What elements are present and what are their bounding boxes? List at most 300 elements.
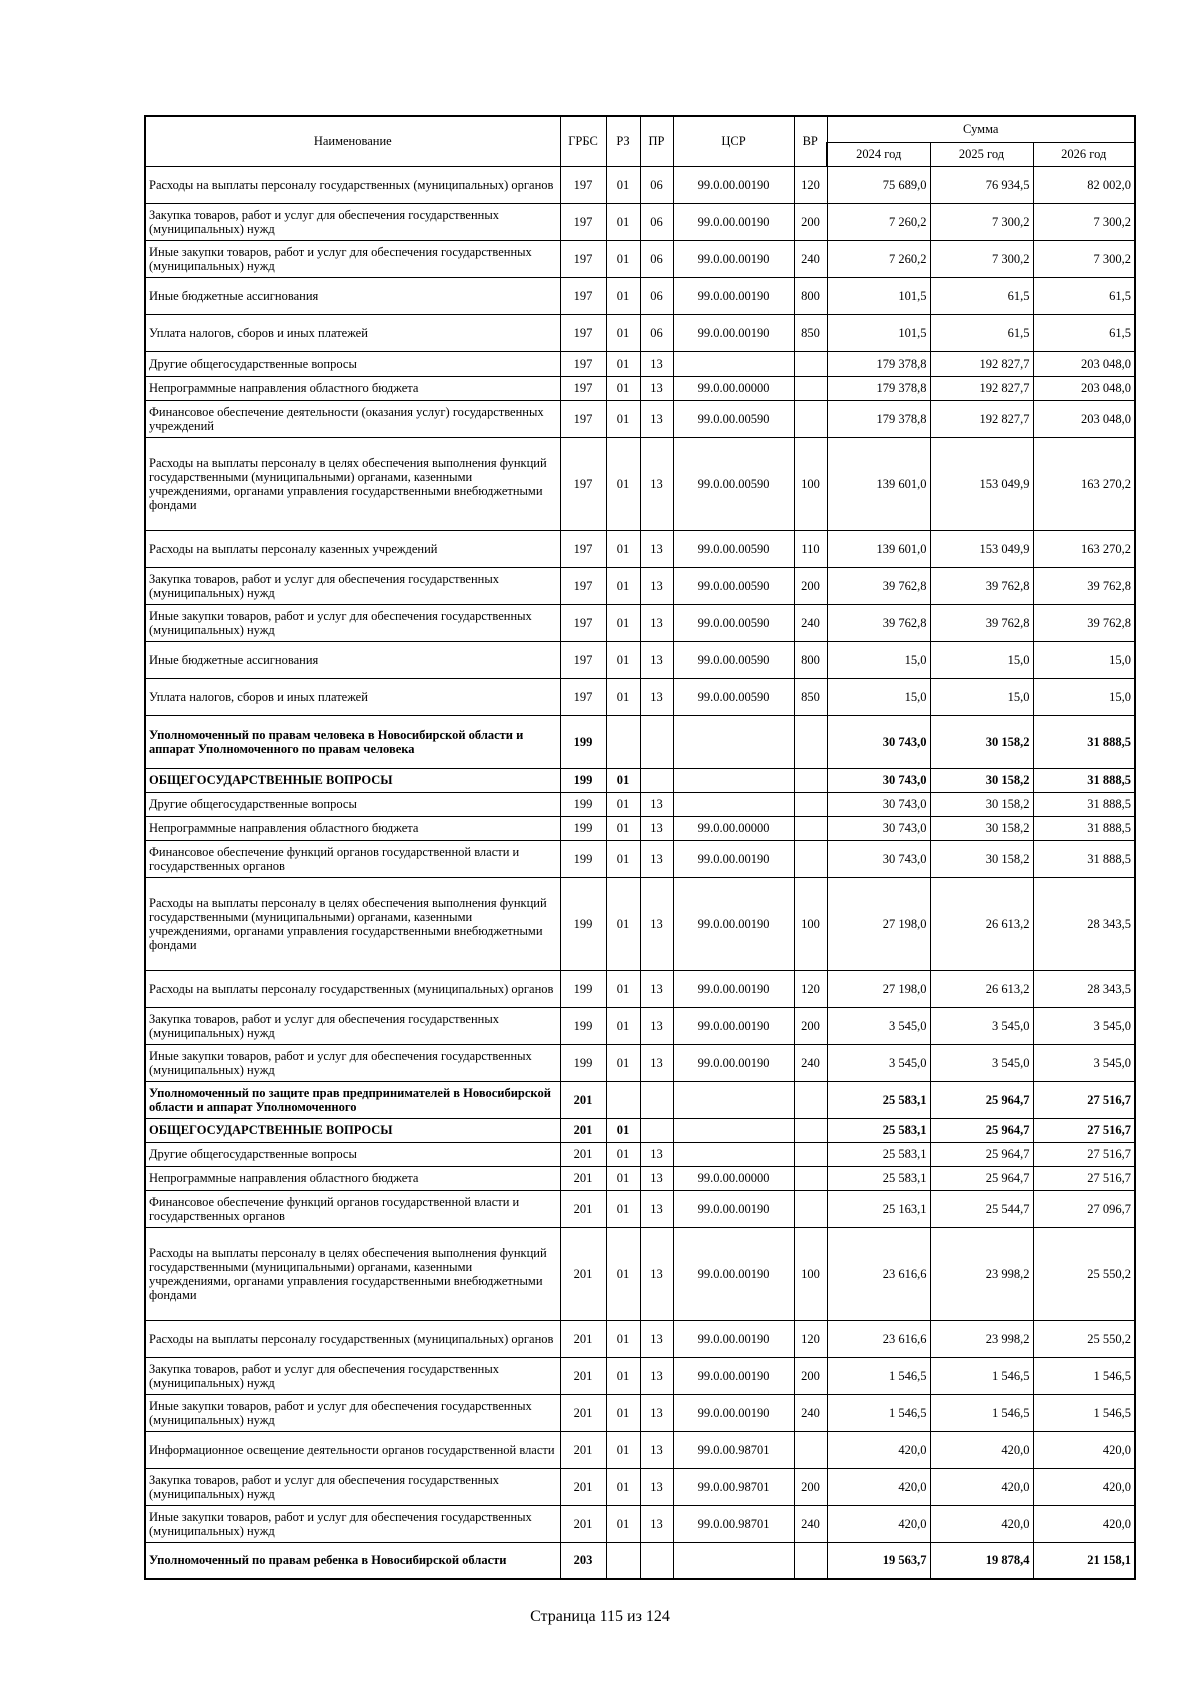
cell-name: Закупка товаров, работ и услуг для обеспечения государственных (муниципальных) нужд: [145, 1468, 560, 1505]
cell-2024: 139 601,0: [827, 530, 930, 567]
cell-grbs: 201: [560, 1320, 606, 1357]
cell-2024: 15,0: [827, 678, 930, 715]
cell-rz: 01: [606, 530, 640, 567]
cell-rz: 01: [606, 1431, 640, 1468]
cell-rz: 01: [606, 840, 640, 877]
cell-rz: 01: [606, 437, 640, 530]
cell-rz: 01: [606, 351, 640, 376]
cell-grbs: 197: [560, 437, 606, 530]
cell-csr: [673, 1142, 794, 1166]
cell-2026: 203 048,0: [1033, 376, 1135, 400]
cell-rz: 01: [606, 314, 640, 351]
cell-csr: 99.0.00.00000: [673, 816, 794, 840]
cell-name: Закупка товаров, работ и услуг для обеспечения государственных (муниципальных) нужд: [145, 203, 560, 240]
header-2026: 2026 год: [1033, 142, 1135, 166]
cell-pr: 13: [640, 641, 673, 678]
cell-2026: 31 888,5: [1033, 768, 1135, 792]
cell-2024: 139 601,0: [827, 437, 930, 530]
cell-csr: 99.0.00.00590: [673, 678, 794, 715]
cell-csr: 99.0.00.00190: [673, 877, 794, 970]
cell-2024: 39 762,8: [827, 604, 930, 641]
table-row: [145, 768, 1135, 792]
cell-grbs: 201: [560, 1142, 606, 1166]
cell-2025: 25 964,7: [930, 1166, 1033, 1190]
cell-csr: 99.0.00.00190: [673, 203, 794, 240]
page-number: Страница 115 из 124: [530, 1608, 670, 1625]
table-row: [145, 240, 1135, 277]
cell-name: Другие общегосударственные вопросы: [145, 1142, 560, 1166]
cell-2025: 61,5: [930, 277, 1033, 314]
cell-2026: 1 546,5: [1033, 1394, 1135, 1431]
cell-pr: 13: [640, 1190, 673, 1227]
cell-pr: 13: [640, 1142, 673, 1166]
cell-2024: 25 583,1: [827, 1118, 930, 1142]
table-row: [145, 1044, 1135, 1081]
cell-2025: 15,0: [930, 678, 1033, 715]
cell-2026: 1 546,5: [1033, 1357, 1135, 1394]
cell-rz: [606, 715, 640, 768]
cell-2024: 25 583,1: [827, 1081, 930, 1118]
cell-2026: 7 300,2: [1033, 240, 1135, 277]
cell-vr: [794, 1081, 827, 1118]
cell-name: Расходы на выплаты персоналу в целях обеспечения выполнения функций государственными (муниципальными) органами, казенными учреждениями, органами управления государственными внебюджетными фондами: [145, 437, 560, 530]
header-rz: РЗ: [606, 116, 640, 166]
cell-pr: 13: [640, 678, 673, 715]
cell-csr: 99.0.00.00590: [673, 604, 794, 641]
cell-rz: 01: [606, 1142, 640, 1166]
cell-2024: 3 545,0: [827, 1044, 930, 1081]
cell-2025: 23 998,2: [930, 1227, 1033, 1320]
cell-grbs: 201: [560, 1394, 606, 1431]
cell-grbs: 199: [560, 792, 606, 816]
table-row: [145, 970, 1135, 1007]
cell-csr: [673, 1081, 794, 1118]
cell-grbs: 201: [560, 1468, 606, 1505]
cell-name: Расходы на выплаты персоналу государственных (муниципальных) органов: [145, 970, 560, 1007]
cell-pr: 06: [640, 314, 673, 351]
cell-pr: 13: [640, 877, 673, 970]
table-row: [145, 203, 1135, 240]
cell-2026: 31 888,5: [1033, 715, 1135, 768]
cell-2025: 30 158,2: [930, 840, 1033, 877]
cell-2026: 27 516,7: [1033, 1142, 1135, 1166]
cell-2024: 101,5: [827, 314, 930, 351]
table-row: [145, 1142, 1135, 1166]
cell-2026: 31 888,5: [1033, 816, 1135, 840]
cell-2024: 420,0: [827, 1505, 930, 1542]
table-row: [145, 1166, 1135, 1190]
cell-2026: 39 762,8: [1033, 604, 1135, 641]
cell-grbs: 197: [560, 240, 606, 277]
cell-name: Уплата налогов, сборов и иных платежей: [145, 678, 560, 715]
cell-csr: 99.0.00.00000: [673, 376, 794, 400]
cell-2025: 1 546,5: [930, 1357, 1033, 1394]
cell-csr: 99.0.00.00190: [673, 1007, 794, 1044]
cell-name: Финансовое обеспечение деятельности (оказания услуг) государственных учреждений: [145, 400, 560, 437]
cell-pr: 13: [640, 1227, 673, 1320]
cell-grbs: 197: [560, 166, 606, 203]
cell-2024: 23 616,6: [827, 1227, 930, 1320]
cell-2024: 25 163,1: [827, 1190, 930, 1227]
cell-csr: 99.0.00.00190: [673, 1227, 794, 1320]
cell-name: Непрограммные направления областного бюджета: [145, 816, 560, 840]
cell-2024: 420,0: [827, 1468, 930, 1505]
cell-2024: 30 743,0: [827, 768, 930, 792]
cell-pr: 13: [640, 1320, 673, 1357]
cell-vr: 200: [794, 203, 827, 240]
cell-pr: 13: [640, 1166, 673, 1190]
cell-csr: [673, 1542, 794, 1579]
cell-2025: 420,0: [930, 1505, 1033, 1542]
cell-pr: 13: [640, 376, 673, 400]
cell-grbs: 197: [560, 376, 606, 400]
cell-grbs: 197: [560, 203, 606, 240]
cell-name: Расходы на выплаты персоналу казенных учреждений: [145, 530, 560, 567]
cell-name: Уполномоченный по правам человека в Новосибирской области и аппарат Уполномоченного по правам человека: [145, 715, 560, 768]
cell-vr: 100: [794, 437, 827, 530]
cell-name: Закупка товаров, работ и услуг для обеспечения государственных (муниципальных) нужд: [145, 567, 560, 604]
cell-pr: 06: [640, 166, 673, 203]
table-row: [145, 1227, 1135, 1320]
table-row: [145, 840, 1135, 877]
cell-rz: 01: [606, 1007, 640, 1044]
cell-name: Расходы на выплаты персоналу государственных (муниципальных) органов: [145, 166, 560, 203]
cell-2025: 39 762,8: [930, 567, 1033, 604]
cell-vr: 850: [794, 678, 827, 715]
cell-vr: 200: [794, 567, 827, 604]
table-row: [145, 877, 1135, 970]
cell-grbs: 201: [560, 1431, 606, 1468]
cell-grbs: 197: [560, 314, 606, 351]
cell-grbs: 201: [560, 1166, 606, 1190]
cell-rz: 01: [606, 1394, 640, 1431]
cell-2026: 15,0: [1033, 678, 1135, 715]
cell-pr: [640, 1118, 673, 1142]
cell-name: Иные закупки товаров, работ и услуг для обеспечения государственных (муниципальных) нужд: [145, 1505, 560, 1542]
cell-rz: 01: [606, 1320, 640, 1357]
cell-2025: 39 762,8: [930, 604, 1033, 641]
cell-vr: 100: [794, 877, 827, 970]
cell-2026: 61,5: [1033, 277, 1135, 314]
cell-2025: 153 049,9: [930, 437, 1033, 530]
table-row: [145, 1007, 1135, 1044]
cell-pr: 06: [640, 277, 673, 314]
cell-name: Иные закупки товаров, работ и услуг для обеспечения государственных (муниципальных) нужд: [145, 604, 560, 641]
cell-rz: 01: [606, 678, 640, 715]
cell-name: Уполномоченный по защите прав предпринимателей в Новосибирской области и аппарат Уполномоченного: [145, 1081, 560, 1118]
cell-2025: 23 998,2: [930, 1320, 1033, 1357]
cell-2026: 27 516,7: [1033, 1166, 1135, 1190]
cell-2026: 28 343,5: [1033, 970, 1135, 1007]
cell-2025: 7 300,2: [930, 203, 1033, 240]
table-row: [145, 1394, 1135, 1431]
cell-2024: 179 378,8: [827, 400, 930, 437]
cell-2025: 1 546,5: [930, 1394, 1033, 1431]
cell-name: Закупка товаров, работ и услуг для обеспечения государственных (муниципальных) нужд: [145, 1357, 560, 1394]
cell-2025: 30 158,2: [930, 715, 1033, 768]
cell-2025: 30 158,2: [930, 792, 1033, 816]
cell-2026: 163 270,2: [1033, 437, 1135, 530]
cell-pr: 13: [640, 530, 673, 567]
cell-csr: 99.0.00.98701: [673, 1431, 794, 1468]
cell-vr: 200: [794, 1468, 827, 1505]
header-name: Наименование: [145, 116, 560, 166]
cell-2026: 28 343,5: [1033, 877, 1135, 970]
cell-grbs: 199: [560, 840, 606, 877]
header-pr: ПР: [640, 116, 673, 166]
cell-name: Финансовое обеспечение функций органов государственной власти и государственных органов: [145, 840, 560, 877]
cell-2024: 420,0: [827, 1431, 930, 1468]
cell-2026: 15,0: [1033, 641, 1135, 678]
cell-vr: 100: [794, 1227, 827, 1320]
cell-csr: [673, 1118, 794, 1142]
cell-pr: 13: [640, 1044, 673, 1081]
cell-csr: 99.0.00.00190: [673, 314, 794, 351]
cell-csr: 99.0.00.00190: [673, 1044, 794, 1081]
cell-csr: 99.0.00.00190: [673, 277, 794, 314]
cell-2025: 30 158,2: [930, 816, 1033, 840]
cell-vr: 120: [794, 166, 827, 203]
cell-name: Непрограммные направления областного бюджета: [145, 1166, 560, 1190]
cell-2025: 19 878,4: [930, 1542, 1033, 1579]
cell-rz: 01: [606, 970, 640, 1007]
cell-rz: 01: [606, 1468, 640, 1505]
table-row: [145, 1468, 1135, 1505]
cell-pr: [640, 715, 673, 768]
header-sum: Сумма: [827, 116, 1135, 142]
cell-2026: 27 516,7: [1033, 1081, 1135, 1118]
cell-2025: 30 158,2: [930, 768, 1033, 792]
cell-name: Иные закупки товаров, работ и услуг для обеспечения государственных (муниципальных) нужд: [145, 1044, 560, 1081]
cell-2024: 75 689,0: [827, 166, 930, 203]
cell-2024: 19 563,7: [827, 1542, 930, 1579]
cell-2025: 192 827,7: [930, 376, 1033, 400]
cell-csr: [673, 792, 794, 816]
cell-2025: 3 545,0: [930, 1044, 1033, 1081]
header-vr: ВР: [794, 116, 827, 166]
cell-rz: 01: [606, 277, 640, 314]
cell-vr: [794, 1190, 827, 1227]
table-row: [145, 1190, 1135, 1227]
table-row: [145, 567, 1135, 604]
cell-vr: [794, 715, 827, 768]
cell-grbs: 201: [560, 1505, 606, 1542]
cell-grbs: 201: [560, 1081, 606, 1118]
cell-csr: 99.0.00.98701: [673, 1468, 794, 1505]
cell-name: Уплата налогов, сборов и иных платежей: [145, 314, 560, 351]
cell-2025: 3 545,0: [930, 1007, 1033, 1044]
cell-2026: 21 158,1: [1033, 1542, 1135, 1579]
cell-csr: 99.0.00.98701: [673, 1505, 794, 1542]
cell-csr: 99.0.00.00590: [673, 641, 794, 678]
cell-grbs: 197: [560, 604, 606, 641]
cell-csr: 99.0.00.00190: [673, 1394, 794, 1431]
cell-vr: [794, 1142, 827, 1166]
cell-2024: 7 260,2: [827, 240, 930, 277]
table-row: [145, 1431, 1135, 1468]
cell-2024: 3 545,0: [827, 1007, 930, 1044]
table-row: [145, 437, 1135, 530]
table-row: [145, 400, 1135, 437]
cell-vr: 800: [794, 277, 827, 314]
cell-2024: 101,5: [827, 277, 930, 314]
cell-vr: 240: [794, 1394, 827, 1431]
cell-2024: 30 743,0: [827, 792, 930, 816]
cell-grbs: 199: [560, 816, 606, 840]
cell-2024: 7 260,2: [827, 203, 930, 240]
cell-vr: [794, 840, 827, 877]
cell-2025: 420,0: [930, 1431, 1033, 1468]
cell-csr: 99.0.00.00000: [673, 1166, 794, 1190]
table-row: [145, 1357, 1135, 1394]
cell-name: Иные закупки товаров, работ и услуг для обеспечения государственных (муниципальных) нужд: [145, 240, 560, 277]
cell-name: Иные закупки товаров, работ и услуг для обеспечения государственных (муниципальных) нужд: [145, 1394, 560, 1431]
cell-csr: [673, 351, 794, 376]
cell-2026: 31 888,5: [1033, 792, 1135, 816]
cell-rz: 01: [606, 166, 640, 203]
table-header: [145, 116, 1135, 166]
cell-grbs: 199: [560, 1044, 606, 1081]
cell-csr: 99.0.00.00190: [673, 1190, 794, 1227]
cell-grbs: 201: [560, 1227, 606, 1320]
cell-rz: [606, 1081, 640, 1118]
cell-2026: 82 002,0: [1033, 166, 1135, 203]
cell-vr: 240: [794, 604, 827, 641]
cell-rz: 01: [606, 1118, 640, 1142]
cell-pr: 13: [640, 1007, 673, 1044]
cell-name: ОБЩЕГОСУДАРСТВЕННЫЕ ВОПРОСЫ: [145, 1118, 560, 1142]
cell-rz: 01: [606, 768, 640, 792]
cell-rz: 01: [606, 1505, 640, 1542]
cell-pr: 13: [640, 437, 673, 530]
cell-pr: [640, 1081, 673, 1118]
table-row: [145, 715, 1135, 768]
cell-csr: [673, 715, 794, 768]
cell-vr: 240: [794, 240, 827, 277]
cell-grbs: 197: [560, 678, 606, 715]
cell-pr: 13: [640, 1431, 673, 1468]
cell-2024: 39 762,8: [827, 567, 930, 604]
cell-pr: 13: [640, 1394, 673, 1431]
cell-rz: 01: [606, 567, 640, 604]
cell-pr: 06: [640, 240, 673, 277]
table-row: [145, 604, 1135, 641]
cell-pr: 13: [640, 351, 673, 376]
cell-2025: 15,0: [930, 641, 1033, 678]
cell-vr: 240: [794, 1505, 827, 1542]
cell-vr: [794, 400, 827, 437]
cell-name: Расходы на выплаты персоналу в целях обеспечения выполнения функций государственными (муниципальными) органами, казенными учреждениями, органами управления государственными внебюджетными фондами: [145, 877, 560, 970]
table-row: [145, 792, 1135, 816]
table-row: [145, 1505, 1135, 1542]
cell-grbs: 199: [560, 715, 606, 768]
cell-vr: 120: [794, 1320, 827, 1357]
cell-rz: 01: [606, 816, 640, 840]
cell-csr: 99.0.00.00190: [673, 1357, 794, 1394]
cell-csr: 99.0.00.00190: [673, 166, 794, 203]
cell-grbs: 199: [560, 768, 606, 792]
cell-csr: 99.0.00.00590: [673, 530, 794, 567]
cell-2026: 420,0: [1033, 1431, 1135, 1468]
cell-2026: 25 550,2: [1033, 1227, 1135, 1320]
cell-2026: 31 888,5: [1033, 840, 1135, 877]
table-row: [145, 166, 1135, 203]
cell-rz: 01: [606, 240, 640, 277]
cell-vr: 850: [794, 314, 827, 351]
table-row: [145, 530, 1135, 567]
cell-2026: 25 550,2: [1033, 1320, 1135, 1357]
cell-vr: 800: [794, 641, 827, 678]
cell-csr: 99.0.00.00190: [673, 970, 794, 1007]
cell-2024: 25 583,1: [827, 1142, 930, 1166]
cell-2026: 203 048,0: [1033, 351, 1135, 376]
cell-pr: 13: [640, 970, 673, 1007]
cell-2024: 27 198,0: [827, 970, 930, 1007]
table-row: [145, 1542, 1135, 1579]
cell-grbs: 201: [560, 1357, 606, 1394]
table-row: [145, 1118, 1135, 1142]
header-grbs: ГРБС: [560, 116, 606, 166]
cell-2025: 192 827,7: [930, 351, 1033, 376]
cell-pr: 13: [640, 816, 673, 840]
cell-pr: 13: [640, 1357, 673, 1394]
cell-csr: [673, 768, 794, 792]
cell-2025: 26 613,2: [930, 970, 1033, 1007]
cell-rz: 01: [606, 1190, 640, 1227]
cell-pr: [640, 1542, 673, 1579]
cell-2024: 30 743,0: [827, 715, 930, 768]
cell-2026: 39 762,8: [1033, 567, 1135, 604]
cell-2024: 27 198,0: [827, 877, 930, 970]
cell-grbs: 201: [560, 1118, 606, 1142]
cell-csr: 99.0.00.00190: [673, 840, 794, 877]
cell-pr: 13: [640, 792, 673, 816]
cell-rz: 01: [606, 1227, 640, 1320]
table-row: [145, 1320, 1135, 1357]
table-row: [145, 376, 1135, 400]
cell-2025: 25 544,7: [930, 1190, 1033, 1227]
budget-table: [144, 115, 1136, 1580]
cell-rz: 01: [606, 203, 640, 240]
cell-2024: 1 546,5: [827, 1394, 930, 1431]
cell-pr: 13: [640, 604, 673, 641]
cell-2026: 3 545,0: [1033, 1007, 1135, 1044]
cell-2026: 420,0: [1033, 1505, 1135, 1542]
cell-2025: 192 827,7: [930, 400, 1033, 437]
cell-2025: 420,0: [930, 1468, 1033, 1505]
cell-rz: 01: [606, 877, 640, 970]
table-row: [145, 816, 1135, 840]
cell-pr: 06: [640, 203, 673, 240]
header-2024: 2024 год: [827, 142, 930, 166]
table-row: [145, 678, 1135, 715]
cell-grbs: 197: [560, 277, 606, 314]
cell-pr: [640, 768, 673, 792]
cell-grbs: 197: [560, 641, 606, 678]
table-row: [145, 641, 1135, 678]
cell-2024: 15,0: [827, 641, 930, 678]
cell-pr: 13: [640, 1468, 673, 1505]
header-2025: 2025 год: [930, 142, 1033, 166]
cell-2025: 153 049,9: [930, 530, 1033, 567]
cell-vr: 240: [794, 1044, 827, 1081]
cell-grbs: 197: [560, 400, 606, 437]
cell-pr: 13: [640, 567, 673, 604]
cell-csr: 99.0.00.00590: [673, 400, 794, 437]
cell-name: Информационное освещение деятельности органов государственной власти: [145, 1431, 560, 1468]
cell-name: Непрограммные направления областного бюджета: [145, 376, 560, 400]
cell-name: Иные бюджетные ассигнования: [145, 277, 560, 314]
